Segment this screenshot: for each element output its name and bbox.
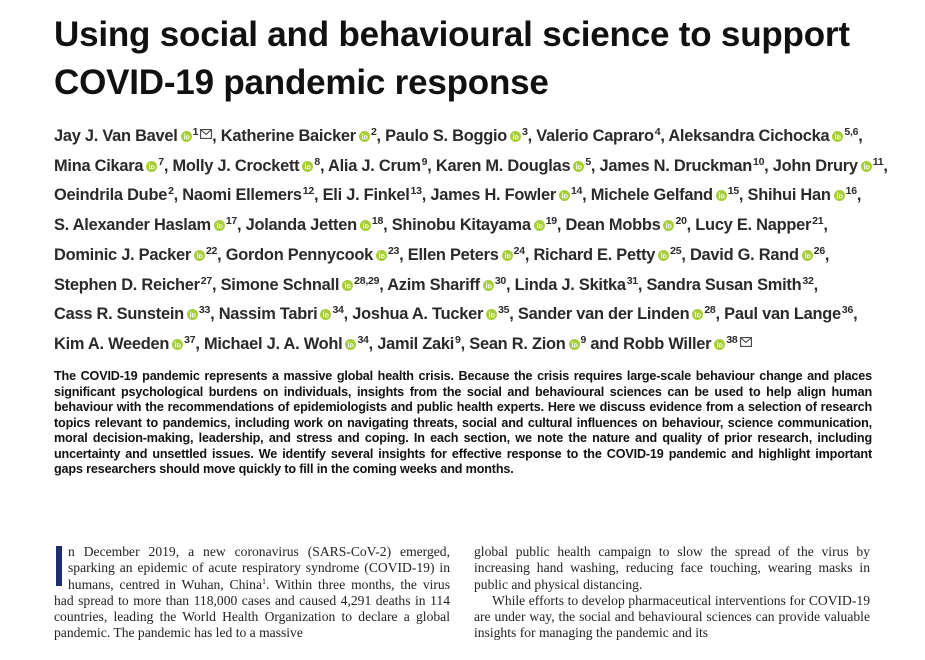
affiliation-number: 1	[192, 126, 199, 138]
affiliation-number: 23	[387, 244, 400, 257]
envelope-icon[interactable]	[740, 337, 752, 347]
author-separator: ,	[660, 127, 665, 145]
author-name[interactable]	[54, 246, 221, 264]
author-name[interactable]	[600, 157, 769, 175]
author-name-text: Naomi Ellemers	[182, 186, 302, 205]
author-list	[54, 120, 924, 358]
author-name[interactable]	[352, 305, 513, 323]
intro-paragraph	[54, 544, 450, 642]
author-separator: ,	[399, 245, 404, 264]
affiliation-number: 33	[198, 304, 211, 317]
author-name[interactable]	[623, 335, 751, 353]
author-name-text: Sean R. Zion	[469, 334, 566, 353]
envelope-icon[interactable]	[200, 129, 212, 139]
orcid-icon[interactable]	[714, 339, 725, 350]
orcid-icon[interactable]	[342, 280, 353, 291]
orcid-icon[interactable]	[483, 280, 494, 291]
author-name[interactable]	[533, 246, 685, 264]
orcid-icon[interactable]	[834, 190, 845, 201]
affiliation-number: 12	[302, 185, 314, 198]
orcid-icon[interactable]	[360, 220, 371, 231]
author-name[interactable]	[377, 335, 465, 353]
author-name-text: Nassim Tabri	[218, 305, 318, 324]
author-name-text: Gordon Pennycook	[225, 245, 373, 264]
author-name[interactable]	[436, 157, 595, 175]
author-name-text: Alia J. Crum	[328, 156, 421, 175]
orcid-icon[interactable]	[194, 250, 205, 261]
affiliation-number: 9	[455, 333, 461, 346]
affiliation-number: 18	[371, 215, 384, 228]
affiliation-number: 11	[872, 155, 884, 168]
author-name[interactable]	[172, 157, 324, 175]
author-name[interactable]	[536, 127, 664, 145]
author-name-text: Molly J. Crockett	[172, 156, 300, 175]
author-name[interactable]	[323, 186, 426, 204]
author-name[interactable]	[515, 276, 643, 294]
author-separator: ,	[509, 305, 514, 324]
author-name-text: Kim A. Weeden	[54, 334, 170, 353]
author-separator: ,	[217, 245, 222, 264]
affiliation-number: 28	[704, 304, 716, 317]
orcid-icon[interactable]	[510, 131, 521, 142]
author-name-text: Azim Shariff	[387, 275, 480, 294]
orcid-icon[interactable]	[187, 309, 198, 320]
author-name-text: Mina Cikara	[54, 156, 144, 175]
author-separator: ,	[856, 186, 862, 205]
author-name-text: James N. Druckman	[599, 156, 752, 175]
author-name-text: Robb Willer	[623, 334, 712, 353]
author-name[interactable]	[748, 186, 862, 204]
author-name[interactable]	[54, 157, 168, 175]
affiliation-number: 30	[494, 274, 507, 287]
author-separator: ,	[211, 275, 217, 294]
author-separator: ,	[173, 186, 178, 205]
author-name-text: James H. Fowler	[430, 186, 556, 205]
author-name-text: Dean Mobbs	[565, 216, 661, 235]
author-name-text: David G. Rand	[689, 245, 799, 264]
author-separator: ,	[524, 245, 530, 264]
author-name-text: Simone Schnall	[220, 275, 340, 294]
affiliation-number: 14	[570, 185, 583, 198]
reference-link[interactable]: 1	[262, 576, 266, 586]
affiliation-number: 21	[812, 215, 824, 228]
author-name-text: John Drury	[772, 156, 858, 175]
author-name[interactable]	[54, 127, 216, 145]
author-name[interactable]	[54, 276, 216, 294]
author-name[interactable]	[54, 216, 241, 234]
author-name-text: Aleksandra Cichocka	[668, 127, 830, 145]
author-name-text: Oeindrila Dube	[54, 186, 168, 205]
author-name[interactable]	[724, 305, 857, 323]
author-separator: ,	[590, 156, 596, 175]
author-name[interactable]	[204, 335, 373, 353]
author-separator: and	[586, 334, 619, 353]
author-name[interactable]	[695, 216, 827, 234]
affiliation-number: 9	[421, 155, 428, 168]
author-name[interactable]	[385, 127, 532, 145]
affiliation-number: 4	[654, 126, 661, 138]
orcid-icon[interactable]	[861, 161, 872, 172]
author-name[interactable]	[430, 186, 586, 204]
author-separator: ,	[210, 305, 215, 324]
orcid-icon[interactable]	[716, 190, 727, 201]
orcid-icon[interactable]	[832, 131, 843, 142]
orcid-icon[interactable]	[181, 131, 192, 142]
author-separator: ,	[527, 127, 532, 145]
abstract: The COVID-19 pandemic represents a massive global health crisis. Because the crisis requires large-scale behaviour change and places significant psychological burdens on individuals, insights from the social and behavioural sciences can be used to help align human behaviour with the recommendations of epidemiologists and public health experts. Here we discuss evidence from a selection of research topics relevant to pandemics, including work on navigating threats, social and cultural influences on behaviour, science communication, moral decision-making, leadership, and stress and coping. In each section, we note the nature and quality of prior research, including uncertainty and unsettled issues. We identify several insights for effective response to the COVID-19 pandemic and highlight important gaps researchers should move quickly to fill in the coming weeks and months.	[54, 369, 872, 477]
author-name-text: Ellen Peters	[407, 245, 499, 264]
orcid-icon[interactable]	[172, 339, 183, 350]
orcid-icon[interactable]	[302, 161, 313, 172]
author-separator: ,	[738, 186, 744, 205]
affiliation-number: 5	[585, 155, 591, 168]
right-paragraph-2: While efforts to develop pharmaceutical interventions for COVID-19 are under way, the social and behavioural sciences can provide valuable insights for managing the pandemic and its	[474, 592, 870, 641]
body-column-right	[474, 544, 870, 642]
author-name-text: Sander van der Linden	[517, 305, 690, 324]
author-separator: ,	[858, 127, 863, 145]
author-name-text: Valerio Capraro	[536, 127, 654, 145]
affiliation-number: 35	[498, 304, 510, 317]
author-name-text: Linda J. Skitka	[514, 275, 626, 294]
author-separator: ,	[582, 186, 587, 205]
orcid-icon[interactable]	[502, 250, 513, 261]
affiliation-number: 20	[675, 215, 687, 228]
author-name[interactable]	[182, 186, 318, 204]
orcid-icon[interactable]	[663, 220, 674, 231]
affiliation-number: 10	[752, 155, 765, 168]
author-name[interactable]	[221, 127, 381, 145]
author-name-text: Jolanda Jetten	[245, 216, 357, 235]
affiliation-number: 36	[841, 304, 854, 317]
author-name-text: Karen M. Douglas	[435, 156, 571, 175]
author-name[interactable]	[566, 216, 691, 234]
orcid-icon[interactable]	[802, 250, 813, 261]
orcid-icon[interactable]	[692, 309, 703, 320]
author-name[interactable]	[469, 335, 619, 353]
author-name-text: Jamil Zaki	[377, 334, 455, 353]
author-separator: ,	[681, 245, 686, 264]
affiliation-number: 38	[726, 333, 738, 346]
author-name[interactable]	[647, 276, 818, 294]
author-name-text: Sandra Susan Smith	[646, 275, 802, 294]
orcid-icon[interactable]	[658, 250, 669, 261]
author-name-text: Stephen D. Reicher	[54, 275, 200, 294]
author-name[interactable]	[219, 305, 348, 323]
author-separator: ,	[379, 275, 384, 294]
affiliation-number: 7	[158, 155, 164, 168]
orcid-icon[interactable]	[376, 250, 387, 261]
author-separator: ,	[823, 216, 828, 235]
author-separator: ,	[506, 275, 511, 294]
author-name[interactable]	[221, 276, 384, 294]
article-title: Using social and behavioural science to support COVID-19 pandemic response	[54, 15, 850, 102]
affiliation-number: 25	[670, 244, 682, 257]
affiliation-number: 8	[314, 155, 320, 168]
author-separator: ,	[427, 156, 432, 175]
affiliation-number: 31	[626, 274, 638, 287]
affiliation-number: 24	[513, 244, 525, 257]
author-name-text: Joshua A. Tucker	[352, 305, 484, 324]
orcid-icon[interactable]	[569, 339, 580, 350]
author-separator: ,	[686, 216, 691, 235]
affiliation-number: 13	[410, 185, 422, 198]
orcid-icon[interactable]	[146, 161, 157, 172]
author-name[interactable]	[668, 127, 862, 145]
author-name-text: Katherine Baicker	[220, 127, 356, 145]
right-paragraph-1: global public health campaign to slow the spread of the virus by increasing hand washing, reducing face touching, wearing masks in public and physical distancing.	[474, 544, 870, 592]
affiliation-number: 37	[184, 333, 196, 346]
affiliation-number: 2	[168, 185, 174, 198]
author-name-text: Paul van Lange	[724, 305, 841, 324]
author-separator: ,	[764, 156, 769, 175]
orcid-icon[interactable]	[359, 131, 370, 142]
author-separator: ,	[853, 305, 858, 324]
author-separator: ,	[383, 216, 388, 235]
affiliation-number: 28,29	[354, 274, 380, 287]
orcid-icon[interactable]	[534, 220, 545, 231]
author-separator: ,	[813, 275, 818, 294]
affiliation-number: 26	[813, 244, 825, 257]
intro-text-start: n December 2019, a new coronavirus (SARS-CoV-2) emerged, sparking an epidemic of acute respiratory syndrome (COVID-19) in humans, centred in Wuhan, China	[68, 544, 450, 592]
author-separator: ,	[320, 156, 325, 175]
author-separator: ,	[421, 186, 427, 205]
affiliation-number: 34	[332, 304, 344, 317]
author-name-text: Shihui Han	[747, 186, 831, 205]
author-name-text: Paulo S. Boggio	[385, 127, 508, 145]
author-separator: ,	[715, 305, 720, 324]
author-separator: ,	[368, 334, 373, 353]
author-name-text: Michele Gelfand	[590, 186, 713, 205]
author-name-text: Michael J. A. Wohl	[203, 334, 343, 353]
affiliation-number: 9	[580, 333, 587, 346]
author-name-text: Lucy E. Napper	[695, 216, 812, 235]
affiliation-number: 19	[545, 215, 557, 228]
affiliation-number: 3	[522, 126, 528, 138]
affiliation-number: 5,6	[844, 126, 859, 138]
orcid-icon[interactable]	[573, 161, 584, 172]
author-separator: ,	[343, 305, 348, 324]
author-name[interactable]	[226, 246, 404, 264]
author-name[interactable]	[54, 186, 178, 204]
author-name-text: S. Alexander Haslam	[54, 216, 211, 235]
author-name[interactable]	[518, 305, 720, 323]
affiliation-number: 34	[357, 333, 369, 346]
author-name[interactable]	[54, 335, 200, 353]
author-separator: ,	[212, 127, 217, 145]
author-name-text: Richard E. Petty	[533, 245, 656, 264]
affiliation-number: 27	[200, 274, 212, 287]
affiliation-number: 2	[370, 126, 377, 138]
orcid-icon[interactable]	[320, 309, 331, 320]
author-name-text: Eli J. Finkel	[322, 186, 410, 205]
author-name[interactable]	[246, 216, 388, 234]
orcid-icon[interactable]	[345, 339, 356, 350]
author-name-text: Shinobu Kitayama	[391, 216, 531, 235]
affiliation-number: 22	[205, 244, 218, 257]
author-separator: ,	[460, 334, 465, 353]
orcid-icon[interactable]	[559, 190, 570, 201]
author-name[interactable]	[773, 157, 888, 175]
author-name-text: Cass R. Sunstein	[54, 305, 184, 324]
author-name[interactable]	[328, 157, 432, 175]
author-separator: ,	[556, 216, 562, 235]
author-name-text: Dominic J. Packer	[54, 245, 191, 264]
body-column-left	[54, 544, 450, 642]
intro-text-end: . Within three months, the virus had spread to more than 118,000 cases and caused 4,291 deaths in 114 countries, leading the World Health Organization to declare a global pandemic. The pandemic has led to a massive	[54, 576, 451, 641]
author-separator: ,	[376, 127, 381, 145]
author-separator: ,	[237, 216, 242, 235]
author-name[interactable]	[591, 186, 743, 204]
affiliation-number: 15	[727, 185, 739, 198]
author-name[interactable]	[690, 246, 829, 264]
orcid-icon[interactable]	[214, 220, 225, 231]
author-name[interactable]	[387, 276, 510, 294]
author-name-text: Jay J. Van Bavel	[54, 127, 178, 145]
author-separator: ,	[883, 156, 888, 175]
affiliation-number: 16	[845, 185, 857, 198]
author-separator: ,	[824, 245, 830, 264]
author-separator: ,	[163, 156, 169, 175]
author-separator: ,	[313, 186, 319, 205]
drop-cap-bar	[56, 546, 62, 586]
affiliation-number: 17	[225, 215, 237, 228]
affiliation-number: 32	[802, 274, 814, 287]
author-separator: ,	[195, 334, 200, 353]
author-name[interactable]	[408, 246, 529, 264]
author-name[interactable]	[54, 305, 214, 323]
author-name[interactable]	[392, 216, 562, 234]
orcid-icon[interactable]	[486, 309, 497, 320]
author-separator: ,	[637, 275, 643, 294]
